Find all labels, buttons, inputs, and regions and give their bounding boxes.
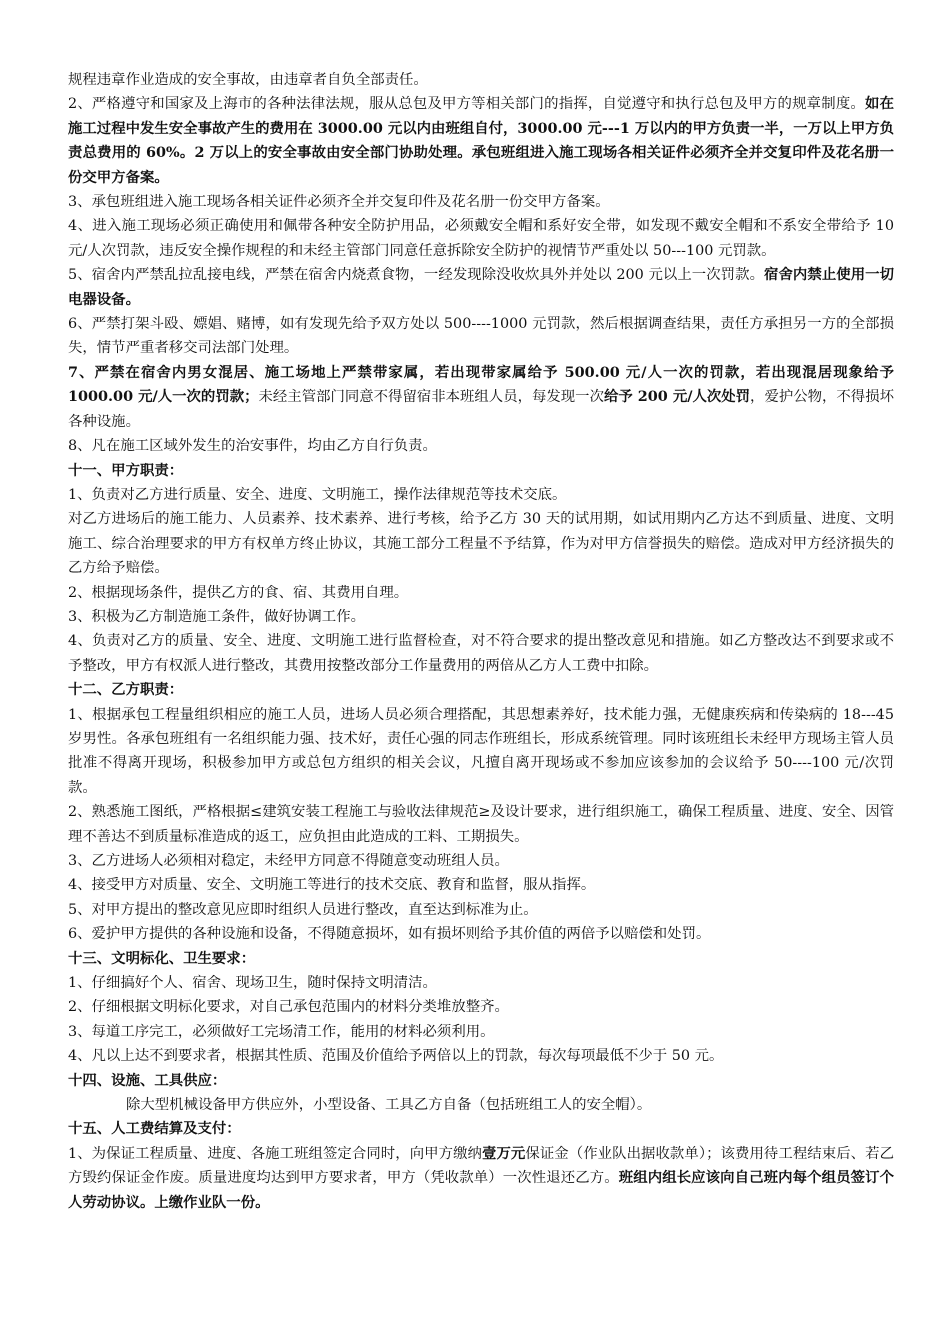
text-run: 除大型机械设备甲方供应外，小型设备、工具乙方自备（包括班组工人的安全帽）。 (126, 1097, 652, 1114)
text-run: 2、熟悉施工图纸，严格根据≤建筑安装工程施工与验收法律规范≥及设计要求，进行组织施工，确保工程质量、进度、安全、因管理不善达不到质量标准造成的返工，应负担由此造成的工料、工期损失。 (68, 804, 894, 845)
text-party-b-1 (68, 703, 894, 801)
text-rule-6 (68, 312, 894, 361)
text-run: 1、为保证工程质量、进度、各施工班组签定合同时，向甲方缴纳 (68, 1145, 482, 1162)
text-rule-4 (68, 214, 894, 263)
text-hygiene-3 (68, 1020, 894, 1044)
text-run: 1、负责对乙方进行质量、安全、进度、文明施工，操作法律规范等技术交底。 (68, 486, 567, 503)
text-party-a-trial (68, 507, 894, 580)
text-party-a-2 (68, 581, 894, 605)
text-rule-7 (68, 361, 894, 434)
text-run: 7、严禁在宿舍内男女混居、施工场地上严禁带家属，若出现带家属给予 500.00 元/人一次的罚款，若出现混居现象给予 1000.00 元/人一次的罚款； (68, 363, 894, 406)
section-heading-15 (68, 1117, 894, 1141)
text-rule-2 (68, 92, 894, 190)
text-run: 3、承包班组进入施工现场各相关证件必须齐全并交复印件及花名册一份交甲方备案。 (68, 194, 610, 211)
text-run: 4、负责对乙方的质量、安全、进度、文明施工进行监督检查，对不符合要求的提出整改意见和措施。如乙方整改达不到要求或不予整改，甲方有权派人进行整改，其费用按整改部分工作量费用的两倍从乙方人工费中扣除。 (68, 633, 894, 674)
text-run: 保证金（作业队出据收款单）；该费用待工程结束后、若乙方毁约保证金作废。质量进度均达到甲方要求者，甲方（凭收款单）一次性退还乙方。 (68, 1145, 894, 1187)
text-run: 1、仔细搞好个人、宿舍、现场卫生，随时保持文明清洁。 (68, 975, 437, 992)
text-party-a-1 (68, 483, 894, 507)
text-run: 4、进入施工现场必须正确使用和佩带各种安全防护用品，必须戴安全帽和系好安全带，如发现不戴安全帽和不系安全带给予 10 元/人次罚款，违反安全操作规程的和未经主管部门同意任意拆除安全防护的视情节严重处以 50---100 元罚款。 (68, 218, 894, 259)
text-run: 5、对甲方提出的整改意见应即时组织人员进行整改，直至达到标准为止。 (68, 901, 538, 918)
text-run: 未经主管部门同意不得留宿非本班组人员，每发现一次 (258, 389, 604, 406)
text-run: ，爱护公物，不得损坏各种设施。 (68, 389, 894, 430)
text-party-b-2 (68, 800, 894, 849)
text-run: 4、接受甲方对质量、安全、文明施工等进行的技术交底、教育和监督，服从指挥。 (68, 877, 596, 894)
text-run: 十二、乙方职责： (68, 681, 184, 699)
section-heading-12 (68, 678, 894, 702)
text-run: 6、爱护甲方提供的各种设施和设备，不得随意损坏，如有损坏则给予其价值的两倍予以赔偿和处罚。 (68, 926, 711, 943)
text-run: 1、根据承包工程量组织相应的施工人员，进场人员必须合理搭配，其思想素养好，技术能力强，无健康疾病和传染病的 18---45 岁男性。各承包班组有一名组织能力强、技术好，责任心强的同志作班组长，形成系统管理。同时该班组长未经甲方现场主管人员批准不得离开现场，积极参加甲方或总包方组织的相关会议，凡擅自离开现场或不参加应该参加的会议给予 50----100 元/次罚款。 (68, 706, 894, 796)
text-run: 3、每道工序完工，必须做好工完场清工作，能用的材料必须利用。 (68, 1023, 495, 1040)
text-party-a-4 (68, 629, 894, 678)
text-run: 十五、人工费结算及支付： (68, 1120, 241, 1138)
text-run: 规程违章作业造成的安全事故，由违章者自负全部责任。 (68, 72, 428, 88)
text-run: 3、积极为乙方制造施工条件，做好协调工作。 (68, 608, 365, 625)
text-run: 5、宿舍内严禁乱拉乱接电线，严禁在宿舍内烧煮食物，一经发现除没收炊具外并处以 200 元以上一次罚款。 (68, 267, 765, 284)
text-run: 6、严禁打架斗殴、嫖娼、赌博，如有发现先给予双方处以 500----1000 元罚款，然后根据调查结果，责任方承担另一方的全部损失，情节严重者移交司法部门处理。 (68, 316, 894, 357)
text-run: 宿舍内禁止使用一切电器设备。 (68, 266, 894, 308)
text-rule-8 (68, 434, 894, 458)
section-heading-13 (68, 947, 894, 971)
text-rule-3 (68, 190, 894, 214)
text-rule-5 (68, 263, 894, 312)
text-party-b-3 (68, 849, 894, 873)
text-payment-1 (68, 1142, 894, 1215)
text-party-b-5 (68, 898, 894, 922)
section-heading-11 (68, 459, 894, 483)
document-page (68, 68, 894, 1215)
section-heading-14 (68, 1069, 894, 1093)
text-run: 3、乙方进场人必须相对稳定，未经甲方同意不得随意变动班组人员。 (68, 853, 509, 869)
text-run: 2、仔细根据文明标化要求，对自己承包范围内的材料分类堆放整齐。 (68, 999, 509, 1016)
text-party-a-3 (68, 605, 894, 629)
text-run: 如在施工过程中发生安全事故产生的费用在 3000.00 元以内由班组自付，3000.00 元---1 万以内的甲方负责一半，一万以上甲方负责总费用的 60%。2 万以上的安全事故由安全部门协助处理。承包班组进入施工现场各相关证件必须齐全并交复印件及花名册一份交甲方备案。 (68, 95, 894, 186)
text-run: 8、凡在施工区域外发生的治安事件，均由乙方自行负责。 (68, 438, 437, 455)
text-hygiene-4 (68, 1044, 894, 1068)
text-run: 2、严格遵守和国家及上海市的各种法律法规，服从总包及甲方等相关部门的指挥，自觉遵守和执行总包及甲方的规章制度。 (68, 96, 865, 113)
text-run: 4、凡以上达不到要求者，根据其性质、范围及价值给予两倍以上的罚款，每次每项最低不少于 50 元。 (68, 1048, 724, 1065)
text-hygiene-1 (68, 971, 894, 995)
text-run: 十四、设施、工具供应： (68, 1071, 227, 1089)
text-party-b-4 (68, 873, 894, 897)
text-run: 对乙方进场后的施工能力、人员素养、技术素养、进行考核，给予乙方 30 天的试用期，如试用期内乙方达不到质量、进度、文明施工、综合治理要求的甲方有权单方终止协议，其施工部分工程量不予结算，作为对甲方信誉损失的赔偿。造成对甲方经济损失的乙方给予赔偿。 (68, 511, 894, 577)
text-party-b-6 (68, 922, 894, 946)
text-hygiene-2 (68, 995, 894, 1019)
text-run: 十一、甲方职责： (68, 461, 184, 479)
text-rule-continuation (68, 68, 894, 92)
text-run: 壹万元 (482, 1144, 526, 1162)
text-run: 给予 200 元/人次处罚 (603, 388, 751, 406)
text-run: 十三、文明标化、卫生要求： (68, 949, 256, 967)
text-run: 2、根据现场条件，提供乙方的食、宿、其费用自理。 (68, 584, 409, 601)
text-tools (68, 1093, 894, 1117)
text-run: 班组内组长应该向自己班内每个组员签订个人劳动协议。上缴作业队一份。 (68, 1169, 894, 1211)
